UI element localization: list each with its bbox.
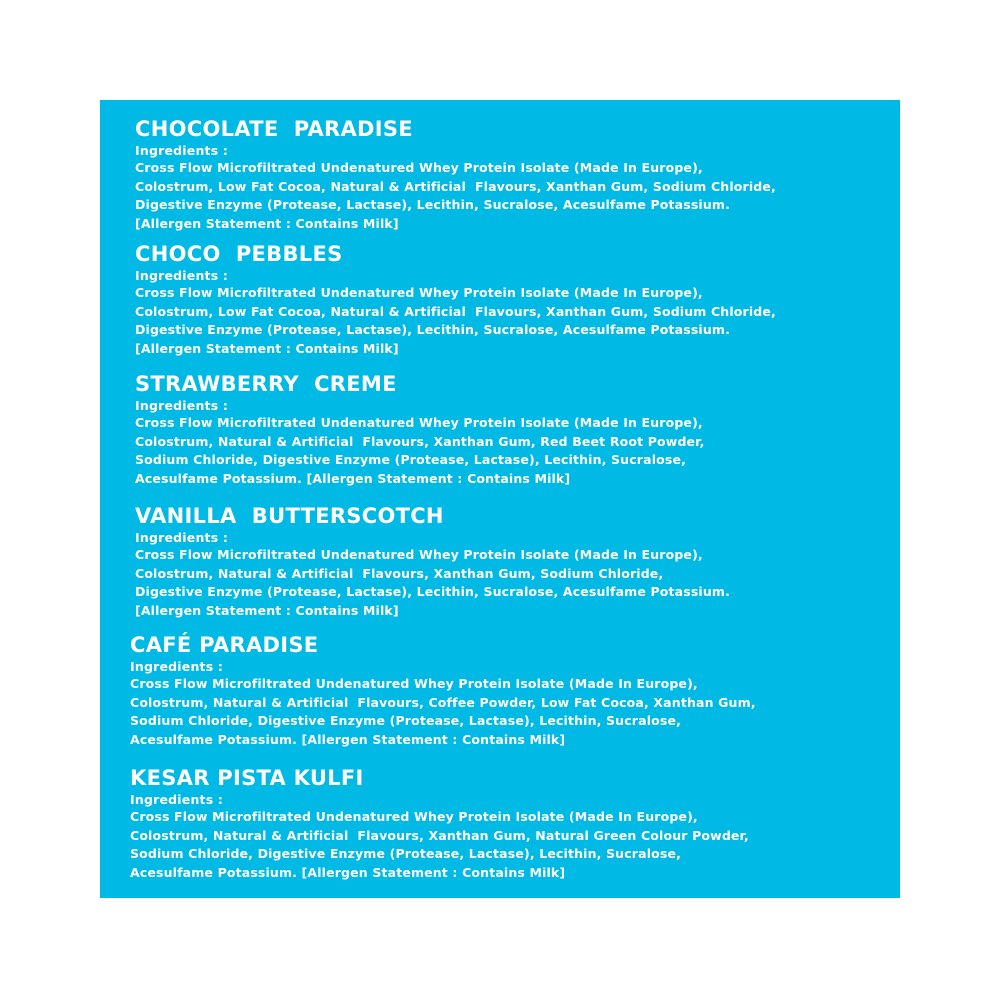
ingredient-line: Colostrum, Natural & Artificial Flavours, Xanthan Gum, Natural Green Colour Powder, bbox=[130, 827, 749, 843]
ingredients-label: Ingredients : bbox=[135, 398, 229, 413]
ingredient-line: Cross Flow Microfiltrated Undenatured Whey Protein Isolate (Made In Europe), bbox=[135, 547, 703, 562]
ingredient-line: Acesulfame Potassium. [Allergen Statement : Contains Milk] bbox=[135, 471, 571, 487]
ingredients-panel bbox=[100, 100, 900, 898]
ingredient-line: Colostrum, Natural & Artificial Flavours, Coffee Powder, Low Fat Cocoa, Xanthan Gum, bbox=[130, 694, 756, 710]
ingredient-line: Colostrum, Natural & Artificial Flavours, Xanthan Gum, Red Beet Root Powder, bbox=[135, 433, 705, 449]
ingredient-line: Cross Flow Microfiltrated Undenatured Whey Protein Isolate (Made In Europe), bbox=[135, 285, 703, 300]
flavour-section-cafe-paradise bbox=[130, 632, 870, 750]
ingredient-line: Cross Flow Microfiltrated Undenatured Whey Protein Isolate (Made In Europe), bbox=[130, 676, 698, 691]
ingredient-line: Sodium Chloride, Digestive Enzyme (Protease, Lactase), Lecithin, Sucralose, bbox=[130, 713, 681, 729]
ingredient-line: Cross Flow Microfiltrated Undenatured Whey Protein Isolate (Made In Europe), bbox=[135, 415, 703, 430]
flavour-title: KESAR PISTA KULFI bbox=[130, 766, 364, 790]
flavour-title: CHOCO PEBBLES bbox=[135, 242, 343, 266]
ingredient-line: Cross Flow Microfiltrated Undenatured Whey Protein Isolate (Made In Europe), bbox=[135, 160, 703, 175]
ingredient-line: Colostrum, Natural & Artificial Flavours, Xanthan Gum, Sodium Chloride, bbox=[135, 565, 664, 581]
flavour-section-strawberry-creme bbox=[135, 371, 875, 489]
ingredient-line: Cross Flow Microfiltrated Undenatured Whey Protein Isolate (Made In Europe), bbox=[130, 809, 698, 824]
flavour-title: STRAWBERRY CREME bbox=[135, 372, 397, 396]
ingredient-line: Acesulfame Potassium. [Allergen Statement : Contains Milk] bbox=[130, 865, 566, 881]
ingredients-label: Ingredients : bbox=[135, 530, 229, 545]
ingredient-line: Acesulfame Potassium. [Allergen Statement : Contains Milk] bbox=[130, 732, 566, 748]
ingredient-line: [Allergen Statement : Contains Milk] bbox=[135, 341, 399, 357]
ingredients-label: Ingredients : bbox=[135, 268, 229, 283]
ingredient-line: [Allergen Statement : Contains Milk] bbox=[135, 216, 399, 232]
ingredients-label: Ingredients : bbox=[130, 792, 224, 807]
flavour-section-choco-pebbles bbox=[135, 241, 875, 359]
ingredient-line: Digestive Enzyme (Protease, Lactase), Lecithin, Sucralose, Acesulfame Potassium. bbox=[135, 584, 730, 600]
ingredients-label: Ingredients : bbox=[135, 143, 229, 158]
ingredient-line: [Allergen Statement : Contains Milk] bbox=[135, 603, 399, 619]
ingredient-line: Colostrum, Low Fat Cocoa, Natural & Artificial Flavours, Xanthan Gum, Sodium Chloride, bbox=[135, 178, 776, 194]
flavour-title: CHOCOLATE PARADISE bbox=[135, 117, 413, 141]
flavour-section-chocolate-paradise bbox=[135, 116, 875, 234]
flavour-title: CAFÉ PARADISE bbox=[130, 633, 319, 657]
ingredients-label: Ingredients : bbox=[130, 659, 224, 674]
flavour-title: VANILLA BUTTERSCOTCH bbox=[135, 504, 444, 528]
ingredient-line: Digestive Enzyme (Protease, Lactase), Lecithin, Sucralose, Acesulfame Potassium. bbox=[135, 322, 730, 338]
ingredient-line: Colostrum, Low Fat Cocoa, Natural & Artificial Flavours, Xanthan Gum, Sodium Chloride, bbox=[135, 303, 776, 319]
ingredient-line: Sodium Chloride, Digestive Enzyme (Protease, Lactase), Lecithin, Sucralose, bbox=[135, 452, 686, 468]
ingredient-line: Digestive Enzyme (Protease, Lactase), Lecithin, Sucralose, Acesulfame Potassium. bbox=[135, 197, 730, 213]
flavour-section-kesar-pista-kulfi bbox=[130, 765, 870, 883]
flavour-section-vanilla-butterscotch bbox=[135, 503, 875, 621]
ingredient-line: Sodium Chloride, Digestive Enzyme (Protease, Lactase), Lecithin, Sucralose, bbox=[130, 846, 681, 862]
